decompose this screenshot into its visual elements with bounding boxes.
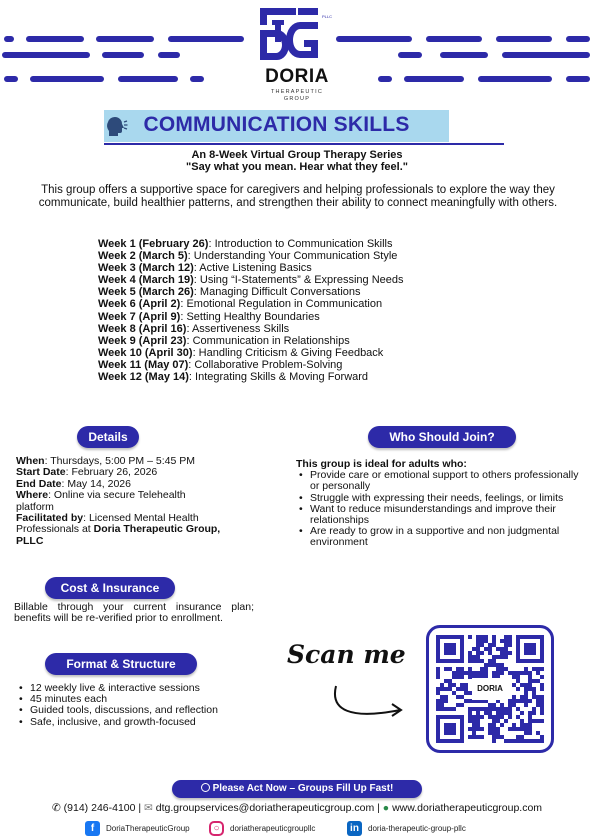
website-link[interactable]: www.doriatherapeuticgroup.com — [392, 802, 543, 814]
facebook-handle: DoriaTherapeuticGroup — [106, 823, 190, 833]
week-item — [98, 335, 518, 347]
decor-dash — [30, 76, 104, 82]
decor-dash — [190, 76, 204, 82]
title-underline — [104, 143, 504, 145]
instagram-icon: ○ — [209, 821, 224, 836]
series-tagline: "Say what you mean. Hear what they feel." — [186, 161, 408, 173]
decor-dash — [398, 52, 422, 58]
instagram-handle: doriatherapeuticgroupllc — [230, 823, 316, 833]
week-label: Week 12 (May 14) — [98, 371, 189, 384]
week-topic: : Setting Healthy Boundaries — [180, 310, 320, 323]
act-now-banner[interactable] — [172, 780, 422, 798]
week-topic: : Assertiveness Skills — [186, 322, 290, 335]
qr-center-logo: DORIA — [472, 678, 508, 700]
decor-dash — [426, 36, 482, 42]
week-label: Week 11 (May 07) — [98, 358, 189, 371]
separator: | — [135, 802, 145, 814]
who-heading: Who Should Join? — [368, 426, 516, 448]
week-label: Week 1 (February 26) — [98, 238, 209, 250]
details-block — [16, 456, 266, 547]
start-value: : February 26, 2026 — [65, 466, 158, 479]
linkedin-handle: doria-therapeutic-group-pllc — [368, 823, 466, 833]
week-item — [98, 311, 518, 323]
series-subtitle: An 8-Week Virtual Group Therapy Series — [191, 149, 403, 161]
social-row — [85, 819, 509, 837]
facilitated-org: Doria Therapeutic Group, PLLC — [16, 523, 221, 547]
week-label: Week 5 (March 26) — [98, 286, 194, 299]
decor-dash — [96, 36, 154, 42]
decor-dash — [502, 52, 590, 58]
who-item: • Are ready to grow in a supportive and non judgmental environment — [296, 526, 586, 548]
week-label: Week 7 (April 9) — [98, 310, 181, 323]
week-item — [98, 274, 518, 286]
who-item: • Provide care or emotional support to others professionally or personally — [296, 470, 586, 492]
brand-pllc-tag: PLLC — [322, 14, 333, 19]
act-now-text: Please Act Now – Groups Fill Up Fast! — [212, 783, 394, 794]
details-heading: Details — [77, 426, 139, 448]
where-value: : Online via secure Telehealth platform — [16, 489, 186, 513]
phone-number[interactable]: (914) 246-4100 — [63, 802, 136, 814]
week-label: Week 10 (April 30) — [98, 346, 193, 359]
page-title: COMMUNICATION SKILLS — [143, 113, 410, 136]
week-item — [98, 262, 518, 274]
scan-me-label: Scan me — [287, 640, 406, 669]
decor-dash — [4, 36, 14, 42]
decor-dash — [378, 76, 392, 82]
decor-dash — [566, 76, 590, 82]
decor-dash — [118, 76, 178, 82]
who-lead: This group is ideal for adults who: — [296, 458, 467, 470]
cost-text: Billable through your current insurance plan; benefits will be re-verified prior to enrollment. — [14, 601, 254, 625]
brand-logo-mark — [258, 6, 320, 64]
week-item — [98, 359, 518, 371]
week-item — [98, 298, 518, 310]
separator: | — [374, 802, 383, 814]
week-label: Week 9 (April 23) — [98, 334, 187, 347]
week-item — [98, 250, 518, 262]
start-label: Start Date — [16, 466, 66, 479]
brand-name: DORIA — [265, 66, 329, 87]
format-heading: Format & Structure — [45, 653, 197, 675]
week-topic: : Active Listening Basics — [193, 262, 312, 275]
instagram-link[interactable] — [209, 819, 315, 837]
decor-dash — [404, 76, 464, 82]
week-label: Week 2 (March 5) — [98, 250, 188, 263]
format-block — [16, 683, 256, 728]
week-topic: : Communication in Relationships — [186, 334, 350, 347]
globe-icon — [201, 783, 210, 792]
week-label: Week 3 (March 12) — [98, 262, 194, 275]
cost-heading: Cost & Insurance — [45, 577, 175, 599]
decor-dash — [336, 36, 412, 42]
brand-sub-line2: GROUP — [283, 96, 311, 102]
facilitated-label: Facilitated by — [16, 512, 84, 525]
facebook-link[interactable] — [85, 819, 190, 837]
mail-icon: ✉ — [144, 802, 153, 814]
week-label: Week 8 (April 16) — [98, 322, 187, 335]
week-topic: : Understanding Your Communication Style — [187, 250, 398, 263]
week-item — [98, 347, 518, 359]
who-block — [296, 459, 586, 549]
intro-paragraph: This group offers a supportive space for caregivers and helping professionals to explore the way they communicate, build healthier patterns, and strengthen their ability to connect meaningfully with others. — [38, 184, 558, 209]
week-label: Week 4 (March 19) — [98, 274, 194, 287]
facebook-icon: f — [85, 821, 100, 836]
week-topic: : Managing Difficult Conversations — [193, 286, 361, 299]
linkedin-link[interactable] — [347, 819, 466, 837]
phone-icon: ✆ — [51, 802, 61, 814]
format-item: • Guided tools, discussions, and reflection — [16, 705, 256, 716]
decor-dash — [158, 52, 180, 58]
decor-dash — [168, 36, 244, 42]
decor-dash — [4, 76, 18, 82]
when-label: When — [16, 455, 45, 467]
decor-dash — [102, 52, 144, 58]
week-topic: : Using “I-Statements” & Expressing Needs — [193, 274, 404, 287]
contact-line — [0, 802, 594, 814]
decor-dash — [496, 36, 552, 42]
decor-dash — [26, 36, 84, 42]
linkedin-icon: in — [347, 821, 362, 836]
week-item — [98, 323, 518, 335]
when-value: : Thursdays, 5:00 PM – 5:45 PM — [44, 455, 195, 467]
week-topic: : Introduction to Communication Skills — [208, 238, 393, 250]
week-item — [98, 371, 518, 383]
week-item — [98, 238, 518, 250]
end-value: : May 14, 2026 — [61, 477, 131, 490]
decor-dash — [478, 76, 552, 82]
decor-dash — [440, 52, 488, 58]
brand-sub-line1: THERAPEUTIC — [270, 89, 323, 95]
week-topic: : Collaborative Problem-Solving — [188, 358, 343, 371]
week-schedule — [98, 238, 518, 383]
decor-dash — [2, 52, 90, 58]
who-item: • Want to reduce misunderstandings and improve their relationships — [296, 504, 586, 526]
who-item: • Struggle with expressing their needs, feelings, or limits — [296, 493, 586, 504]
week-topic: : Emotional Regulation in Communication — [180, 298, 383, 311]
decor-dash — [566, 36, 590, 42]
web-icon: ● — [382, 802, 390, 814]
format-item: • Safe, inclusive, and growth-focused — [16, 717, 256, 728]
email-link[interactable]: dtg.groupservices@doriatherapeuticgroup.com — [155, 802, 375, 814]
week-topic: : Integrating Skills & Moving Forward — [188, 371, 369, 384]
format-item: • 45 minutes each — [16, 694, 256, 705]
week-topic: : Handling Criticism & Giving Feedback — [192, 346, 384, 359]
format-item: • 12 weekly live & interactive sessions — [16, 683, 256, 694]
week-item — [98, 286, 518, 298]
brand-subtitle — [240, 89, 354, 103]
facilitated-value: : Licensed Mental Health Professionals at — [16, 512, 199, 536]
week-label: Week 6 (April 2) — [98, 298, 181, 311]
end-label: End Date — [16, 477, 62, 490]
where-label: Where — [16, 489, 49, 502]
curved-arrow-icon — [330, 680, 410, 724]
